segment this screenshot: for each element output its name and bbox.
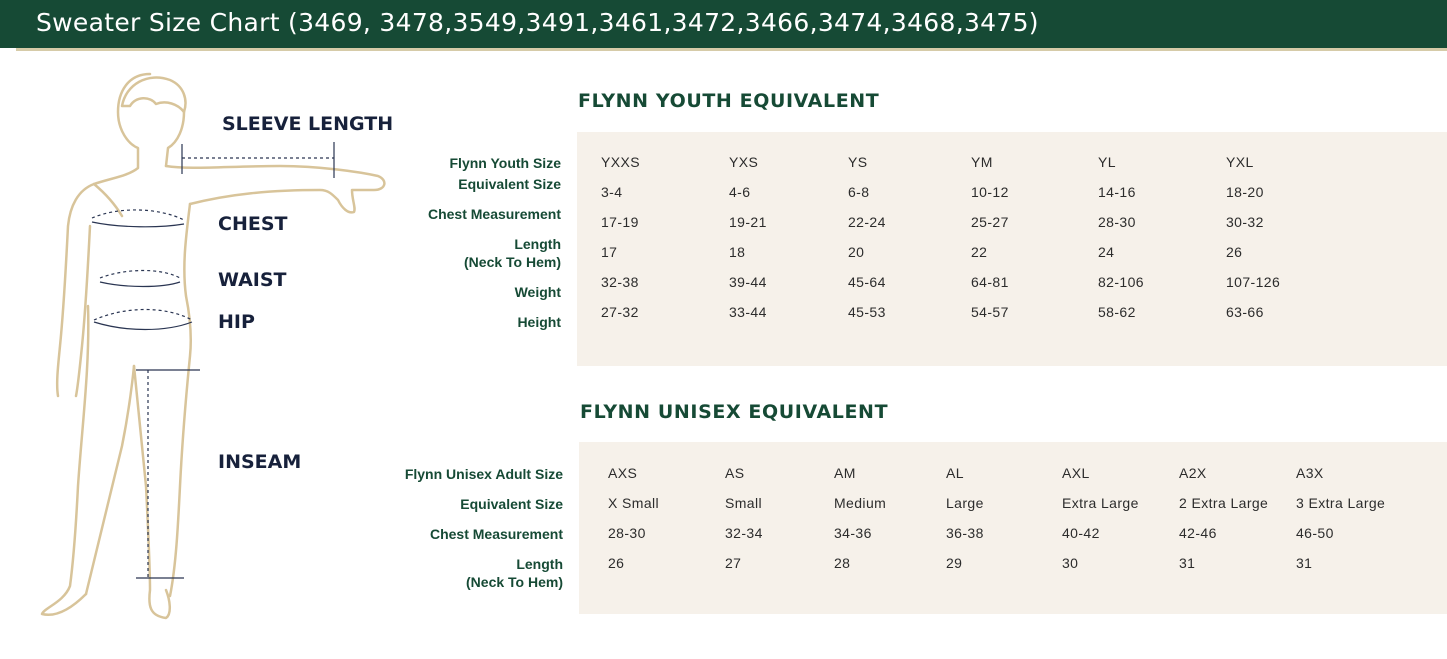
youth-cell: 28-30 bbox=[1098, 214, 1136, 230]
unisex-cell: AXL bbox=[1062, 465, 1090, 481]
figure-hair-outline bbox=[122, 78, 185, 112]
figure-inner-leg-left bbox=[86, 366, 134, 594]
unisex-cell: AXS bbox=[608, 465, 638, 481]
page-title: Sweater Size Chart (3469, 3478,3549,3491,3461,3472,3466,3474,3468,3475) bbox=[36, 8, 1039, 37]
youth-cell: 58-62 bbox=[1098, 304, 1136, 320]
youth-table-panel bbox=[577, 132, 1447, 366]
youth-cell: 17 bbox=[601, 244, 618, 260]
youth-cell: 18 bbox=[729, 244, 746, 260]
unisex-cell: Large bbox=[946, 495, 984, 511]
unisex-cell: 31 bbox=[1179, 555, 1196, 571]
label-sleeve-length: SLEEVE LENGTH bbox=[222, 113, 394, 135]
youth-cell: 3-4 bbox=[601, 184, 623, 200]
youth-cell: 22 bbox=[971, 244, 988, 260]
youth-cell: 25-27 bbox=[971, 214, 1009, 230]
youth-cell: 107-126 bbox=[1226, 274, 1281, 290]
figure-torso-right-outline bbox=[170, 204, 191, 596]
youth-cell: 45-53 bbox=[848, 304, 886, 320]
unisex-cell: 30 bbox=[1062, 555, 1079, 571]
youth-cell: YXS bbox=[729, 154, 759, 170]
unisex-cell: 29 bbox=[946, 555, 963, 571]
label-inseam: INSEAM bbox=[218, 451, 302, 473]
youth-cell: 54-57 bbox=[971, 304, 1009, 320]
label-waist: WAIST bbox=[218, 269, 287, 291]
unisex-cell: 28-30 bbox=[608, 525, 646, 541]
figure-head-outline bbox=[57, 74, 150, 396]
unisex-cell: 3 Extra Large bbox=[1296, 495, 1386, 511]
unisex-cell: 32-34 bbox=[725, 525, 763, 541]
unisex-cell: 34-36 bbox=[834, 525, 872, 541]
figure-arm-outline bbox=[166, 166, 384, 212]
youth-cell: 45-64 bbox=[848, 274, 886, 290]
unisex-cell: 28 bbox=[834, 555, 851, 571]
unisex-cell: Medium bbox=[834, 495, 887, 511]
unisex-cell: A2X bbox=[1179, 465, 1207, 481]
youth-cell: 33-44 bbox=[729, 304, 767, 320]
unisex-cell: 2 Extra Large bbox=[1179, 495, 1269, 511]
figure-inner-leg-right bbox=[134, 366, 170, 618]
unisex-cell: AS bbox=[725, 465, 745, 481]
unisex-cell: 27 bbox=[725, 555, 742, 571]
unisex-cell: 42-46 bbox=[1179, 525, 1217, 541]
youth-cell: 64-81 bbox=[971, 274, 1009, 290]
figure-face-outline bbox=[166, 112, 184, 166]
youth-cell: 18-20 bbox=[1226, 184, 1264, 200]
youth-cell: 22-24 bbox=[848, 214, 886, 230]
youth-row-label-weight: Weight bbox=[514, 284, 561, 300]
label-hip: HIP bbox=[218, 311, 255, 333]
unisex-cell: Small bbox=[725, 495, 763, 511]
unisex-cell: X Small bbox=[608, 495, 660, 511]
youth-cell: 6-8 bbox=[848, 184, 870, 200]
youth-cell: 17-19 bbox=[601, 214, 639, 230]
youth-row-label-length: Length bbox=[514, 236, 561, 252]
youth-cell: 24 bbox=[1098, 244, 1115, 260]
unisex-cell: 36-38 bbox=[946, 525, 984, 541]
youth-cell: 32-38 bbox=[601, 274, 639, 290]
label-chest: CHEST bbox=[218, 213, 288, 235]
youth-cell: 20 bbox=[848, 244, 865, 260]
page-header bbox=[0, 0, 1447, 48]
youth-row-label-equivalent: Equivalent Size bbox=[458, 176, 561, 192]
youth-cell: 26 bbox=[1226, 244, 1243, 260]
body-measurement-figure bbox=[30, 66, 400, 626]
youth-cell: 4-6 bbox=[729, 184, 751, 200]
unisex-cell: AL bbox=[946, 465, 964, 481]
youth-cell: YXXS bbox=[601, 154, 640, 170]
youth-cell: YS bbox=[848, 154, 868, 170]
unisex-cell: 31 bbox=[1296, 555, 1313, 571]
unisex-section-title: FLYNN UNISEX EQUIVALENT bbox=[580, 401, 889, 423]
unisex-cell: AM bbox=[834, 465, 856, 481]
youth-row-label-height: Height bbox=[517, 314, 561, 330]
youth-cell: 82-106 bbox=[1098, 274, 1144, 290]
youth-cell: 14-16 bbox=[1098, 184, 1136, 200]
header-divider bbox=[16, 48, 1447, 51]
unisex-row-label-equivalent: Equivalent Size bbox=[460, 496, 563, 512]
youth-cell: YL bbox=[1098, 154, 1116, 170]
unisex-cell: 46-50 bbox=[1296, 525, 1334, 541]
youth-cell: 19-21 bbox=[729, 214, 767, 230]
youth-row-label-chest: Chest Measurement bbox=[427, 206, 561, 222]
youth-cell: 30-32 bbox=[1226, 214, 1264, 230]
youth-cell: 39-44 bbox=[729, 274, 767, 290]
youth-cell: 10-12 bbox=[971, 184, 1009, 200]
youth-cell: 27-32 bbox=[601, 304, 639, 320]
unisex-row-label-chest: Chest Measurement bbox=[429, 526, 563, 542]
unisex-row-label-length-sub: (Neck To Hem) bbox=[466, 574, 563, 590]
unisex-cell: Extra Large bbox=[1062, 495, 1139, 511]
youth-section-title: FLYNN YOUTH EQUIVALENT bbox=[578, 90, 880, 112]
youth-row-label-size: Flynn Youth Size bbox=[449, 155, 561, 171]
unisex-cell: 26 bbox=[608, 555, 625, 571]
youth-cell: 63-66 bbox=[1226, 304, 1264, 320]
unisex-cell: A3X bbox=[1296, 465, 1324, 481]
unisex-cell: 40-42 bbox=[1062, 525, 1100, 541]
unisex-row-label-size: Flynn Unisex Adult Size bbox=[404, 466, 563, 482]
youth-row-label-length-sub: (Neck To Hem) bbox=[464, 254, 561, 270]
unisex-row-label-length: Length bbox=[516, 556, 563, 572]
youth-cell: YM bbox=[971, 154, 993, 170]
youth-cell: YXL bbox=[1226, 154, 1254, 170]
